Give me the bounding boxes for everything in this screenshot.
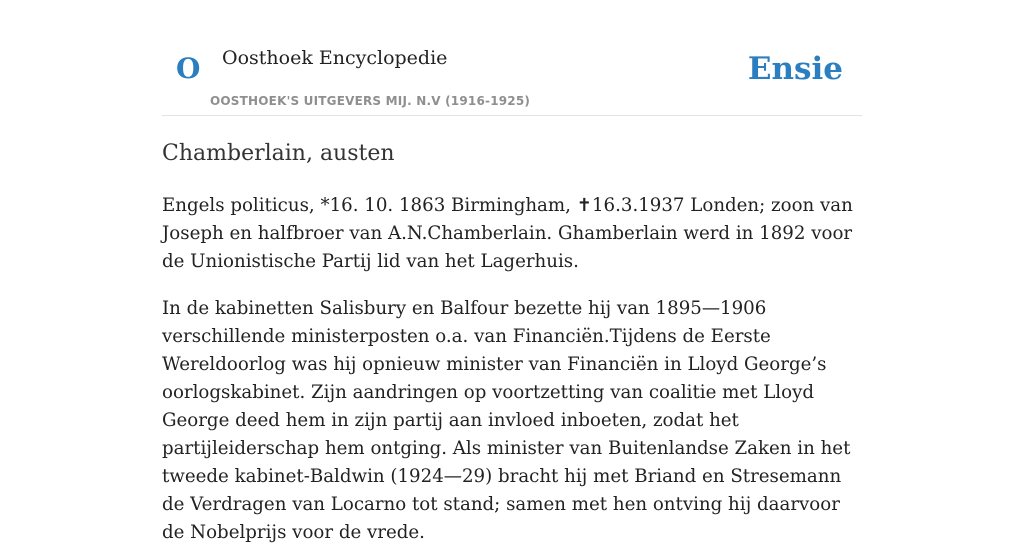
publisher-label: OOSTHOEK'S UITGEVERS MIJ. N.V (1916-1925) <box>210 94 531 108</box>
article <box>162 134 862 547</box>
encyclopedia-title[interactable]: Oosthoek Encyclopedie <box>222 47 448 69</box>
encyclopedia-logo-icon[interactable]: O <box>176 52 201 85</box>
article-title: Chamberlain, austen <box>162 141 395 166</box>
article-paragraph: In de kabinetten Salisbury en Balfour bezette hij van 1895—1906 verschillende ministerposten o.a. van Financiën.Tijdens de Eerste Wereldoorlog was hij opnieuw minister van Financiën in Lloyd George’s oorlogskabinet. Zijn aandringen op voortzetting van coalitie met Lloyd George deed hem in zijn partij aan invloed inboeten, zodat het partijleiderschap hem ontging. Als minister van Buitenlandse Zaken in het tweede kabinet-Baldwin (1924—29) bracht hij met Briand en Stresemann de Verdragen van Locarno tot stand; samen met hen ontving hij daarvoor de Nobelprijs voor de vrede. <box>162 298 851 543</box>
article-paragraph: Engels politicus, *16. 10. 1863 Birmingham, ✝16.3.1937 Londen; zoon van Joseph en halfbroer van A.N.Chamberlain. Ghamberlain werd in 1892 voor de Unionistische Partij lid van het Lagerhuis. <box>162 195 853 272</box>
ensie-logo-link[interactable]: Ensie <box>747 51 843 87</box>
site-header <box>162 0 862 116</box>
